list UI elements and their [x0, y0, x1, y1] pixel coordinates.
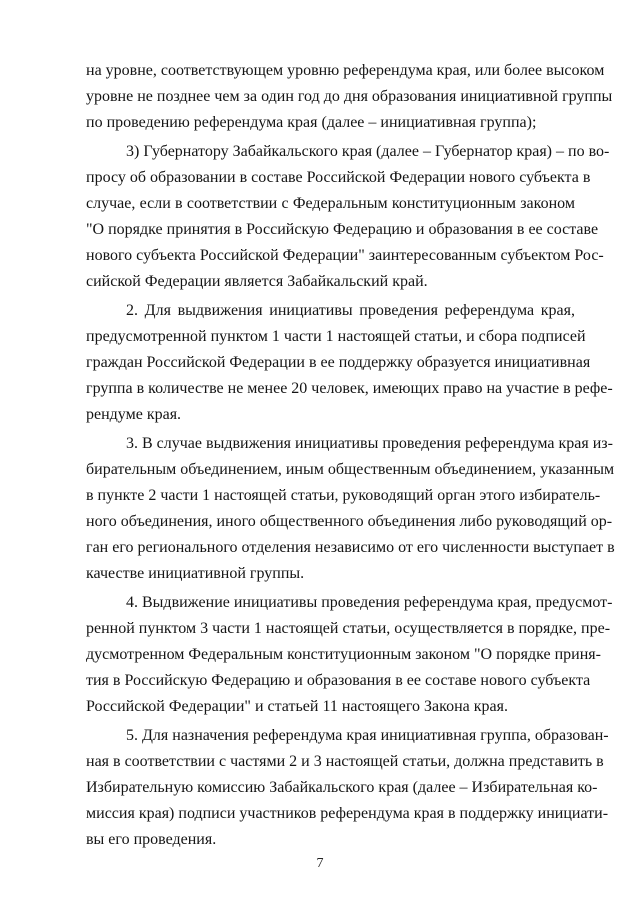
text-line: "О порядке принятия в Российскую Федерацию и образования в ее составе	[86, 221, 599, 238]
text-line: тия в Российскую Федерацию и образования в ее составе нового субъекта	[86, 672, 591, 689]
paragraph	[86, 723, 609, 853]
text-line: граждан Российской Федерации в ее поддержку образуется инициативная	[86, 354, 591, 371]
text-line: сийской Федерации является Забайкальский край.	[86, 273, 428, 290]
paragraph	[86, 58, 613, 136]
text-line: ренной пунктом 3 части 1 настоящей статьи, осуществляется в порядке, пре-	[86, 620, 611, 637]
text-line: нового субъекта Российской Федерации" заинтересованным субъектом Рос-	[86, 247, 604, 264]
text-line: бирательным объединением, иным общественным объединением, указанным	[86, 461, 615, 478]
text-line: просу об образовании в составе Российской Федерации нового субъекта в	[86, 169, 591, 186]
text-line: 4. Выдвижение инициативы проведения референдума края, предусмот-	[126, 594, 613, 611]
paragraph	[86, 139, 610, 295]
text-line: 2. Для выдвижения инициативы проведения референдума края,	[126, 302, 575, 319]
text-line: Избирательную комиссию Забайкальского края (далее – Избирательная ко-	[86, 779, 598, 796]
text-line: на уровне, соответствующем уровню референдума края, или более высоком	[86, 62, 605, 79]
text-line: 5. Для назначения референдума края инициативная группа, образован-	[126, 727, 609, 744]
text-line: уровне не позднее чем за один год до дня образования инициативной группы	[86, 88, 613, 105]
paragraph	[86, 298, 613, 428]
paragraph	[86, 431, 615, 587]
text-line: предусмотренной пунктом 1 части 1 настоящей статьи, и сбора подписей	[86, 328, 586, 345]
text-line: ган его регионального отделения независимо от его численности выступает в	[86, 539, 615, 556]
text-line: ная в соответствии с частями 2 и 3 настоящей статьи, должна представить в	[86, 753, 604, 770]
text-line: дусмотренном Федеральным конституционным законом "О порядке приня-	[86, 646, 601, 663]
text-line: качестве инициативной группы.	[86, 565, 305, 582]
text-line: 3. В случае выдвижения инициативы проведения референдума края из-	[126, 435, 613, 452]
text-line: группа в количестве не менее 20 человек, имеющих право на участие в рефе-	[86, 380, 613, 397]
text-line: случае, если в соответствии с Федеральным конституционным законом	[86, 195, 575, 212]
text-line: вы его проведения.	[86, 831, 217, 848]
text-line: миссия края) подписи участников референдума края в поддержку инициати-	[86, 805, 609, 822]
paragraph	[86, 590, 613, 720]
text-line: Российской Федерации" и статьей 11 настоящего Закона края.	[86, 698, 509, 715]
text-line: по проведению референдума края (далее – инициативная группа);	[86, 114, 537, 131]
body-text	[86, 58, 615, 853]
text-line: ного объединения, иного общественного объединения либо руководящий ор-	[86, 513, 613, 530]
page-number: 7	[316, 856, 324, 871]
text-line: в пункте 2 части 1 настоящей статьи, руководящий орган этого избиратель-	[86, 487, 601, 504]
text-line: рендуме края.	[86, 406, 182, 423]
text-line: 3) Губернатору Забайкальского края (далее – Губернатор края) – по во-	[126, 143, 610, 160]
